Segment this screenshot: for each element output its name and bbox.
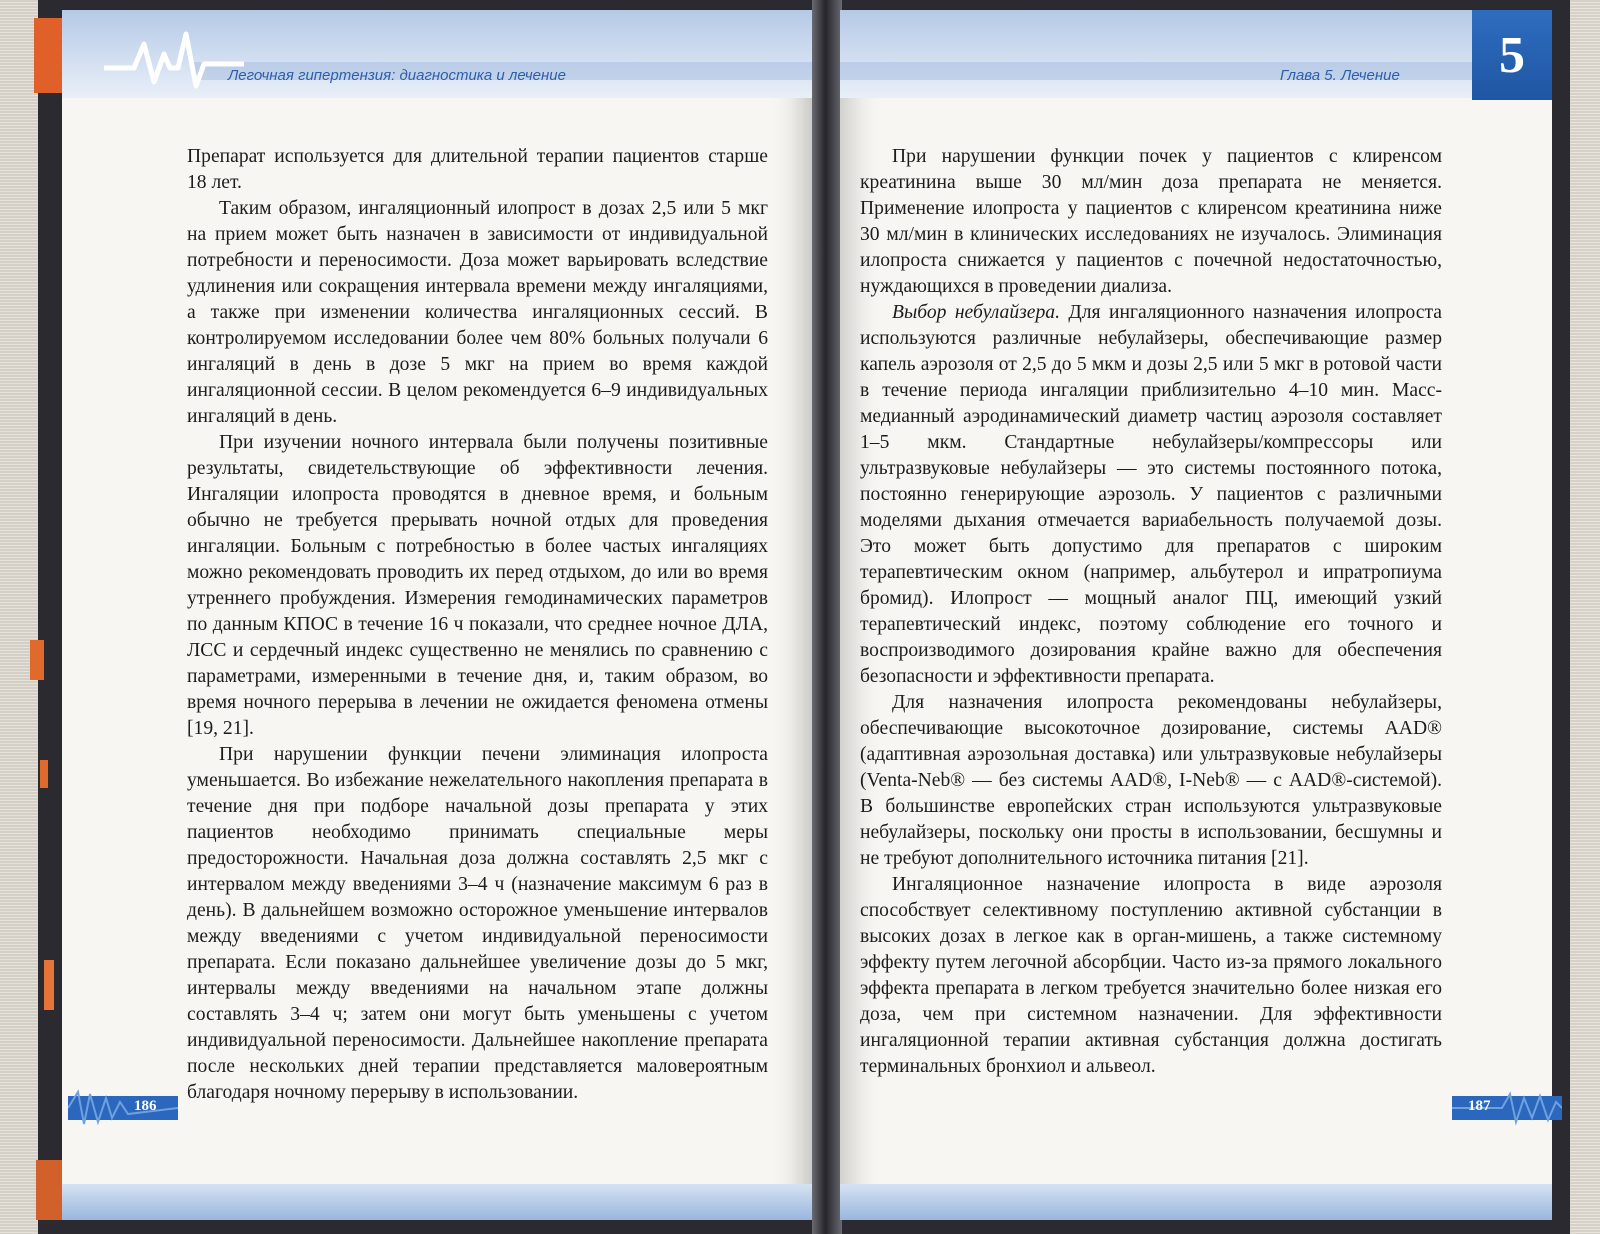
- page-footer: [840, 1184, 1552, 1220]
- page-edges-left: [0, 0, 38, 1234]
- page-number: 187: [1468, 1098, 1491, 1114]
- paragraph: При нарушении функции печени элиминация илопроста уменьшается. Во избежание нежелательного накопления препарата в течение дня при подборе начальной дозы препарата у этих пациентов необходимо принимать специальные меры предосторожности. Начальная доза должна составлять 2,5 мкг с интервалом между введениями 3–4 ч (назначение максимум 6 раз в день). В дальнейшем возможно осторожное уменьшение интервалов между введениями с учетом индивидуальной переносимости препарата. Если показано дальнейшее увеличение дозы до 5 мкг, интервалы между введениями на начальном этапе должны составлять 3–4 ч; затем они могут быть уменьшены с учетом индивидуальной переносимости. Дальнейшее накопление препарата после нескольких дней терапии представляется маловероятным благодаря ночному перерыву в использовании.: [187, 744, 768, 1103]
- paragraph: Ингаляционное назначение илопроста в виде аэрозоля способствует селективному поступлению активной субстанции в высоких дозах в легкое как в орган-мишень, а также системному эффекту путем легочной абсорбции. Часто из-за прямого локального эффекта препарата в легком требуется значительно более низкая его доза, чем при системном назначении. Для эффективности ингаляционной терапии активная субстанция должна достигать терминальных бронхиол и альвеол.: [860, 874, 1442, 1077]
- color-tab-marker: [40, 760, 48, 788]
- paragraph: При изучении ночного интервала были получены позитивные результаты, свидетельствующие об эффективности лечения. Ингаляции илопроста проводятся в дневное время, и больным обычно не требуется прерывать ночной отдых для проведения ингаляции. Больным с потребностью в более частых ингаляциях можно рекомендовать проводить их перед отдыхом, до или во время утреннего пробуждения. Измерения гемодинамических параметров по данным КПОС в течение 16 ч показали, что среднее ночное ДЛА, ЛСС и сердечный индекс существенно не менялись по сравнению с параметрами, измеренными в течение дня, и, таким образом, во время ночного перерыва в лечении не ожидается феномена отмены [19, 21].: [187, 432, 768, 739]
- page-header: [840, 10, 1552, 98]
- page-number-decoration: [68, 1088, 178, 1128]
- page-footer: [62, 1184, 814, 1220]
- paragraph: Для назначения илопроста рекомендованы небулайзеры, обеспечивающие высокоточное дозирование, системы AAD® (адаптивная аэрозольная доставка) или ультразвуковые небулайзеры (Venta-Neb® — без системы AAD®, I-Neb® — с AAD®-системой). В большинстве европейских стран используются ультразвуковые небулайзеры, поскольку они просты в использовании, бесшумны и не требуют дополнительного источника питания [21].: [860, 692, 1442, 869]
- chapter-number: 5: [1472, 10, 1552, 100]
- paragraph-lead: Выбор небулайзера.: [892, 302, 1060, 323]
- book-spine: [812, 0, 842, 1234]
- running-head: Глава 5. Лечение: [1280, 67, 1400, 84]
- page-edges-right: [1570, 0, 1600, 1234]
- paragraph: При нарушении функции почек у пациентов с клиренсом креатинина выше 30 мл/мин доза препарата не меняется. Применение илопроста у пациентов с клиренсом креатинина ниже 30 мл/мин в клинических исследованиях не изучалось. Элиминация илопроста снижается у пациентов с почечной недостаточностью, нуждающихся в проведении диализа.: [860, 146, 1442, 297]
- running-head: Легочная гипертензия: диагностика и лечение: [228, 67, 566, 84]
- body-text: [860, 144, 1442, 1080]
- paragraph: [860, 300, 1442, 690]
- heartbeat-pulse-icon: [104, 24, 244, 90]
- color-tab-marker: [44, 960, 54, 1010]
- right-page: [840, 10, 1552, 1220]
- page-header: [62, 10, 814, 98]
- body-text: [187, 144, 768, 1106]
- paragraph: Таким образом, ингаляционный илопрост в дозах 2,5 или 5 мкг на прием может быть назначен в зависимости от индивидуальной потребности и переносимости. Доза может варьировать вследствие удлинения или сокращения интервала времени между ингаляциями, а также при изменении количества ингаляционных сессий. В контролируемом исследовании более чем 80% больных получали 6 ингаляций в день в дозе 5 мкг на прием во время каждой ингаляционной сессии. В целом рекомендуется 6–9 индивидуальных ингаляций в день.: [187, 198, 768, 427]
- paragraph-body: Для ингаляционного назначения илопроста используются различные небулайзеры, обеспечивающие размер капель аэрозоля от 2,5 до 5 мкм и дозы 2,5 или 5 мкг в ротовой части в течение периода ингаляции приблизительно 4–10 мин. Масс-медианный аэродинамический диаметр частиц аэрозоля составляет 1–5 мкм. Стандартные небулайзеры/компрессоры или ультразвуковые небулайзеры — это системы постоянного потока, постоянно генерирующие аэрозоль. У пациентов с различными моделями дыхания отмечается вариабельность получаемой дозы. Это может быть допустимо для препаратов с широким терапевтическим окном (например, альбутерол и ипратропиума бромид). Илопрост — мощный аналог ПЦ, имеющий узкий терапевтический индекс, поэтому соблюдение его точного и воспроизводимого дозирования крайне важно для обеспечения безопасности и эффективности препарата.: [860, 302, 1442, 687]
- paragraph: Препарат используется для длительной терапии пациентов старше 18 лет.: [187, 146, 768, 193]
- left-page: [62, 10, 814, 1220]
- page-number: 186: [134, 1098, 157, 1114]
- color-tab-marker: [30, 640, 44, 680]
